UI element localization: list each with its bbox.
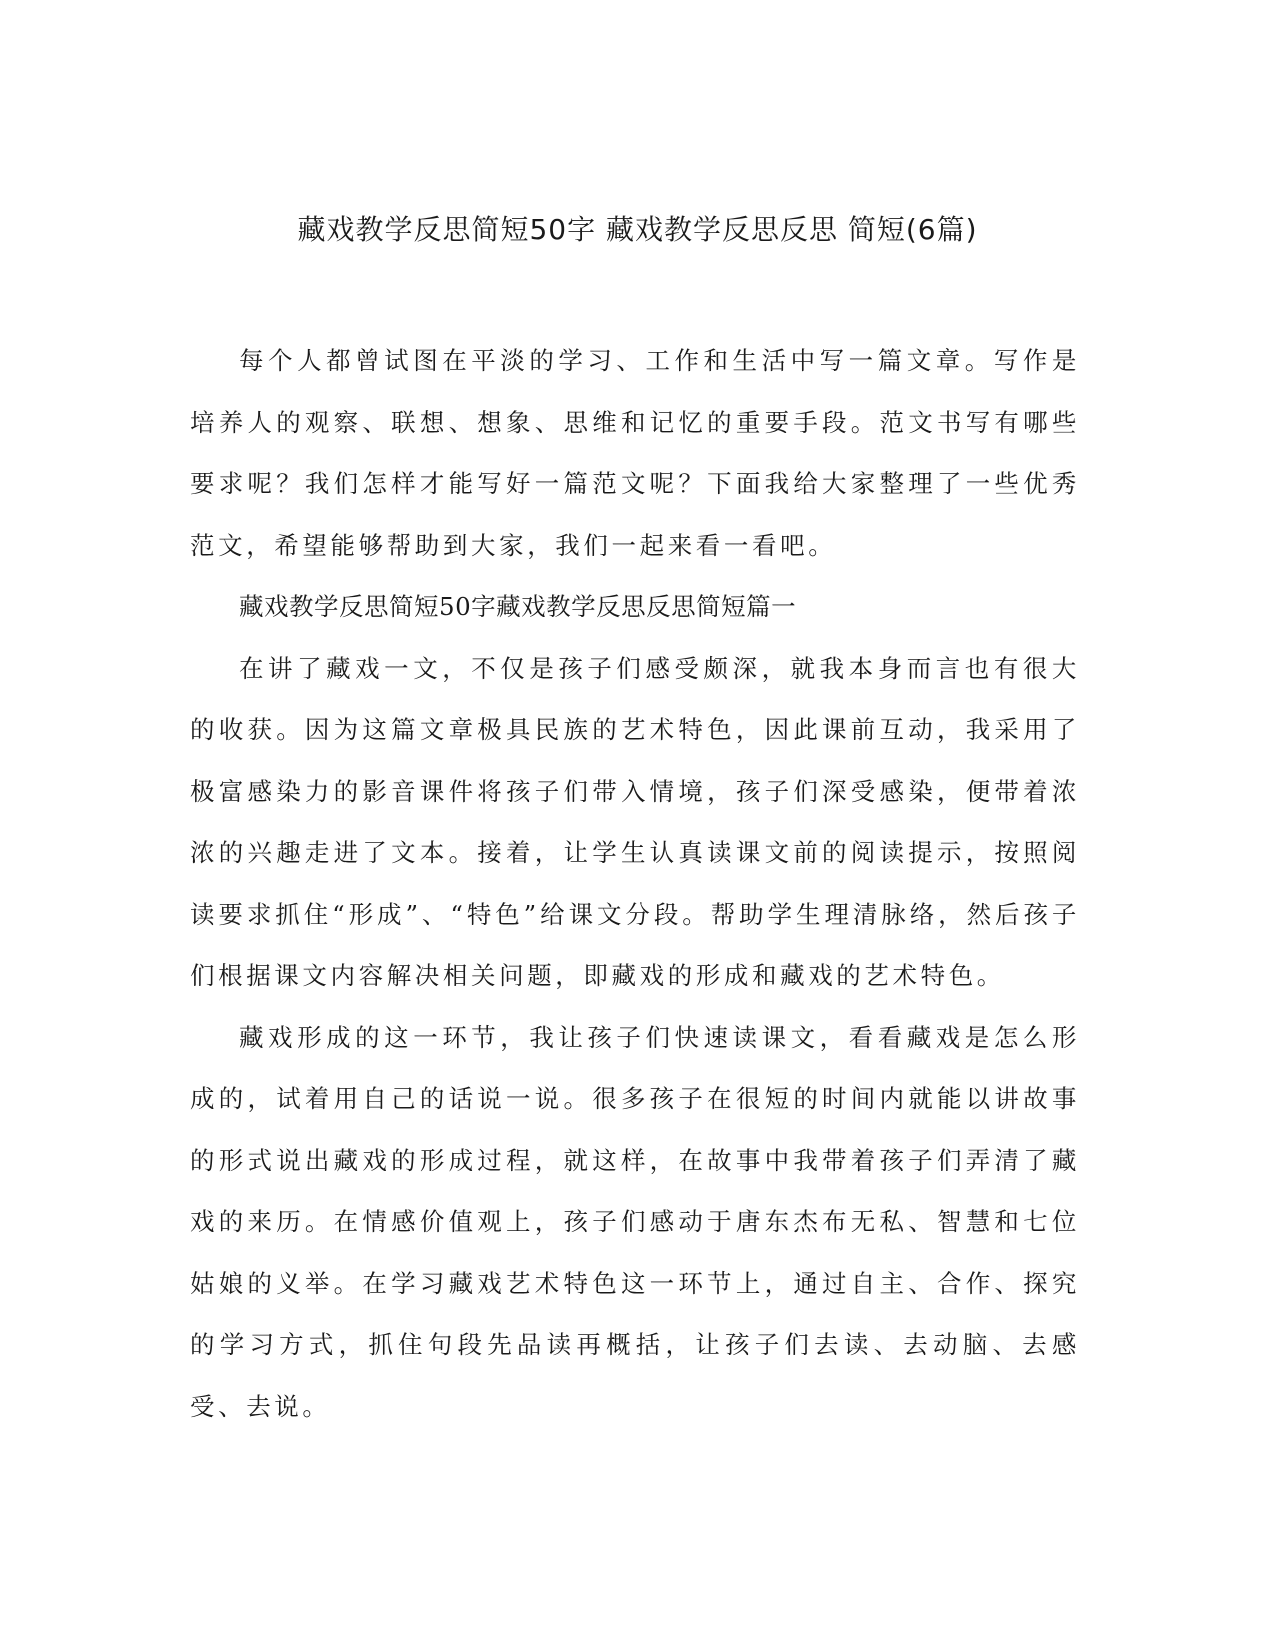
body-paragraph: 藏戏形成的这一环节，我让孩子们快速读课文，看看藏戏是怎么形成的，试着用自己的话说一说。很多孩子在很短的时间内就能以讲故事的形式说出藏戏的形成过程，就这样，在故事中我带着孩子们弄清了藏戏的来历。在情感价值观上，孩子们感动于唐东杰布无私、智慧和七位姑娘的义举。在学习藏戏艺术特色这一环节上，通过自主、合作、探究的学习方式，抓住句段先品读再概括，让孩子们去读、去动脑、去感受、去说。 bbox=[190, 1022, 1080, 1421]
intro-paragraph: 每个人都曾试图在平淡的学习、工作和生活中写一篇文章。写作是培养人的观察、联想、想象、思维和记忆的重要手段。范文书写有哪些要求呢？我们怎样才能写好一篇范文呢？下面我给大家整理了一些优秀范文，希望能够帮助到大家，我们一起来看一看吧。 bbox=[190, 346, 1080, 560]
section-heading: 藏戏教学反思简短50字藏戏教学反思反思简短篇一 bbox=[239, 592, 797, 621]
body-paragraph: 在讲了藏戏一文，不仅是孩子们感受颇深，就我本身而言也有很大的收获。因为这篇文章极具民族的艺术特色，因此课前互动，我采用了极富感染力的影音课件将孩子们带入情境，孩子们深受感染，便带着浓浓的兴趣走进了文本。接着，让学生认真读课文前的阅读提示，按照阅读要求抓住“形成”、“特色”给课文分段。帮助学生理清脉络，然后孩子们根据课文内容解决相关问题，即藏戏的形成和藏戏的艺术特色。 bbox=[190, 653, 1080, 990]
document-body bbox=[190, 330, 1080, 1437]
document-title: 藏戏教学反思简短50字 藏戏教学反思反思 简短(6篇) bbox=[297, 213, 978, 246]
